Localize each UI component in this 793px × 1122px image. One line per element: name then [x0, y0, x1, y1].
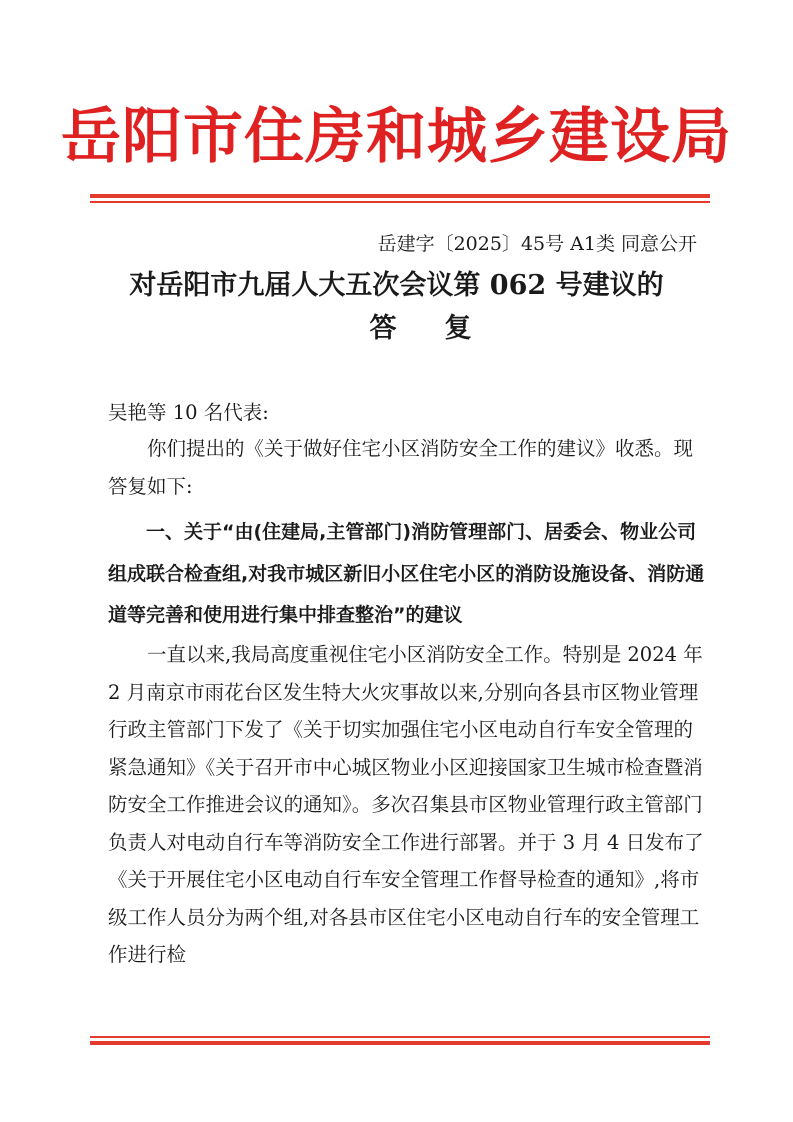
salutation: [108, 394, 706, 432]
intro-paragraph: [108, 430, 706, 505]
body-paragraph-1: [108, 636, 706, 974]
footer-rule-thick: [90, 1041, 710, 1045]
masthead-title: 岳阳市住房和城乡建设局: [61, 102, 732, 172]
document-title-line1: 对岳阳市九届人大五次会议第 062 号建议的: [129, 270, 664, 301]
masthead-rule-thin: [90, 201, 710, 203]
salutation-text: 吴艳等 10 名代表:: [108, 401, 269, 424]
document-number: 岳建字〔2025〕45号 A1类 同意公开: [377, 233, 697, 255]
document-title-line2: 答复: [369, 313, 520, 344]
masthead-rule-thick: [90, 194, 710, 198]
intro-text: 你们提出的《关于做好住宅小区消防安全工作的建议》收悉。现答复如下:: [108, 437, 694, 498]
footer-rule-thin: [90, 1036, 710, 1038]
section-heading-1-text: 一、关于“由(住建局,主管部门)消防管理部门、居委会、物业公司组成联合检查组,对我市城区新旧小区住宅小区的消防设施设备、消防通道等完善和使用进行集中排查整治”的建议: [108, 521, 705, 626]
body-paragraph-1-text: 一直以来,我局高度重视住宅小区消防安全工作。特别是 2024 年 2 月南京市雨花台区发生特大火灾事故以来,分别向各县市区物业管理行政主管部门下发了《关于切实加强住宅小区电动自行车安全管理的紧急通知》《关于召开市中心城区物业小区迎接国家卫生城市检查暨消防安全工作推进会议的通知》。多次召集县市区物业管理行政主管部门负责人对电动自行车等消防安全工作进行部署。并于 3 月 4 日发布了《关于开展住宅小区电动自行车安全管理工作督导检查的通知》,将市级工作人员分为两个组,对各县市区住宅小区电动自行车的安全管理工作进行检: [108, 643, 704, 966]
section-heading-1: [108, 512, 706, 637]
